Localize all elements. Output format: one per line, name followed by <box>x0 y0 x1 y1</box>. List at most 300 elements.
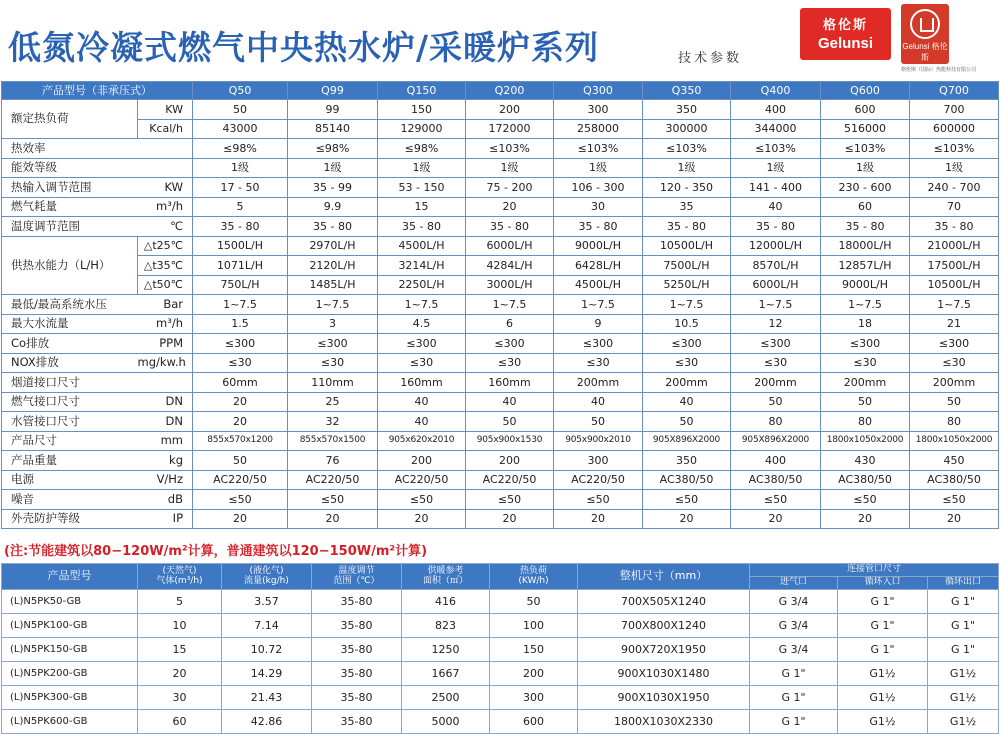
spec-row <box>2 451 999 471</box>
page-title: 低氮冷凝式燃气中央热水炉/采暖炉系列 <box>8 28 600 67</box>
model-name-cell: (L)N5PK50-GB <box>2 590 138 614</box>
spec-row <box>2 334 999 354</box>
spec-value-cell: AC380/50 <box>731 470 821 490</box>
spec-row <box>2 275 999 295</box>
spec-value-cell: 21000L/H <box>910 236 999 256</box>
spec-value-cell: 1500L/H <box>193 236 288 256</box>
model-header-cell: Q99 <box>288 82 378 100</box>
spec-value-cell: ≤300 <box>466 334 554 354</box>
spec-value-cell: 1级 <box>378 158 466 178</box>
model-value-cell: 14.29 <box>222 662 312 686</box>
spec-value-cell: 12857L/H <box>821 256 910 276</box>
spec-row <box>2 236 999 256</box>
spec-value-cell: 1级 <box>910 158 999 178</box>
spec-value-cell: 70 <box>910 197 999 217</box>
spec-value-cell: 1级 <box>288 158 378 178</box>
spec-value-cell: 40 <box>731 197 821 217</box>
brand-logo-en: Gelunsi <box>817 35 873 52</box>
spec-value-cell: 35 - 80 <box>910 217 999 237</box>
spec-value-cell: 35 - 80 <box>378 217 466 237</box>
spec-value-cell: 17500L/H <box>910 256 999 276</box>
spec-value-cell: 60mm <box>193 373 288 393</box>
spec-value-cell: 400 <box>731 100 821 120</box>
model-row <box>2 590 999 614</box>
calculation-note: (注:节能建筑以80−120W/m²计算，普通建筑以120−150W/m²计算) <box>4 544 428 559</box>
model-value-cell: 100 <box>490 614 578 638</box>
spec-value-cell: 855x570x1500 <box>288 431 378 451</box>
spec-value-cell: 1级 <box>643 158 731 178</box>
spec-value-cell: 450 <box>910 451 999 471</box>
spec-value-cell: ≤98% <box>378 139 466 159</box>
spec-value-cell: 1~7.5 <box>466 295 554 315</box>
spec-value-cell: ≤50 <box>288 490 378 510</box>
model-name-cell: (L)N5PK100-GB <box>2 614 138 638</box>
spec-value-cell: 40 <box>378 392 466 412</box>
model-value-cell: 10 <box>138 614 222 638</box>
spec-value-cell: 35 - 80 <box>643 217 731 237</box>
spec-row <box>2 373 999 393</box>
model-value-cell: G1½ <box>838 686 928 710</box>
model-value-cell: 60 <box>138 710 222 734</box>
spec-value-cell: 20 <box>466 509 554 529</box>
spec-unit-cell: PPM <box>138 334 193 354</box>
spec-label-cell: 额定热负荷 <box>2 100 138 139</box>
model-header-cell: Q700 <box>910 82 999 100</box>
spec-value-cell: 2120L/H <box>288 256 378 276</box>
header <box>0 0 1000 80</box>
spec-value-cell: 40 <box>378 412 466 432</box>
spec-value-cell: ≤98% <box>193 139 288 159</box>
model-value-cell: G1½ <box>928 710 999 734</box>
spec-value-cell: 20 <box>554 509 643 529</box>
spec-value-cell: 200mm <box>554 373 643 393</box>
spec-value-cell: 905x900x1530 <box>466 431 554 451</box>
spec-value-cell: ≤50 <box>466 490 554 510</box>
spec-value-cell: 430 <box>821 451 910 471</box>
spec-value-cell: 905X896X2000 <box>731 431 821 451</box>
spec-value-cell: 1485L/H <box>288 275 378 295</box>
spec-value-cell: 4500L/H <box>554 275 643 295</box>
spec-label-cell: 温度调节范围 <box>2 217 138 237</box>
model-value-cell: G 1" <box>750 662 838 686</box>
spec-value-cell: 6000L/H <box>466 236 554 256</box>
spec-value-cell: 17 - 50 <box>193 178 288 198</box>
spec-value-cell: 1~7.5 <box>193 295 288 315</box>
model-value-cell: G 3/4 <box>750 590 838 614</box>
spec-value-cell: 50 <box>554 412 643 432</box>
spec-value-cell: 10500L/H <box>643 236 731 256</box>
spec-value-cell: 20 <box>466 197 554 217</box>
spec-value-cell: 9000L/H <box>554 236 643 256</box>
model-value-cell: 50 <box>490 590 578 614</box>
model-value-cell: 900X720X1950 <box>578 638 750 662</box>
spec-value-cell: 160mm <box>378 373 466 393</box>
spec-value-cell: 1800x1050x2000 <box>910 431 999 451</box>
spec-value-cell: 1~7.5 <box>288 295 378 315</box>
spec-unit-cell: mm <box>138 431 193 451</box>
spec-label-cell: 最低/最高系统水压 <box>2 295 138 315</box>
spec-value-cell: 7500L/H <box>643 256 731 276</box>
spec-value-cell: 35 - 80 <box>554 217 643 237</box>
model-value-cell: 21.43 <box>222 686 312 710</box>
spec-value-cell: 20 <box>193 412 288 432</box>
spec-value-cell: ≤50 <box>554 490 643 510</box>
spec-value-cell: 3214L/H <box>378 256 466 276</box>
model-name-cell: (L)N5PK600-GB <box>2 710 138 734</box>
spec-row <box>2 100 999 120</box>
spec-value-cell: ≤103% <box>821 139 910 159</box>
spec-value-cell: 10.5 <box>643 314 731 334</box>
spec-value-cell: 20 <box>731 509 821 529</box>
spec-value-cell: 50 <box>731 392 821 412</box>
model-header-row <box>2 564 999 577</box>
spec-value-cell: AC220/50 <box>378 470 466 490</box>
spec-value-cell: 10500L/H <box>910 275 999 295</box>
brand-seal-text: Gelunsi 格伦斯 <box>902 42 948 62</box>
model-value-cell: G 1" <box>750 686 838 710</box>
spec-unit-cell: Bar <box>138 295 193 315</box>
model-value-cell: G1½ <box>838 710 928 734</box>
model-value-cell: G1½ <box>928 662 999 686</box>
gas-col-header: (天然气) 气体(m³/h) <box>138 564 222 590</box>
spec-value-cell: 300 <box>554 100 643 120</box>
model-value-cell: 416 <box>402 590 490 614</box>
model-value-cell: G 1" <box>838 590 928 614</box>
spec-value-cell: 40 <box>554 392 643 412</box>
spec-label-cell: 电源 <box>2 470 138 490</box>
spec-unit-cell: m³/h <box>138 197 193 217</box>
spec-label-cell: 产品重量 <box>2 451 138 471</box>
seal-icon <box>910 9 940 39</box>
water-out-col-header: 循环出口 <box>928 577 999 590</box>
spec-value-cell: 106 - 300 <box>554 178 643 198</box>
spec-label-cell: 水管接口尺寸 <box>2 412 138 432</box>
model-value-cell: 823 <box>402 614 490 638</box>
spec-unit-cell: KW <box>138 100 193 120</box>
pipe-col-header: 连接管口尺寸 <box>750 564 999 577</box>
spec-value-cell: 50 <box>193 100 288 120</box>
spec-row <box>2 314 999 334</box>
model-value-cell: 35-80 <box>312 614 402 638</box>
spec-row <box>2 139 999 159</box>
spec-value-cell: 905x900x2010 <box>554 431 643 451</box>
spec-value-cell: ≤300 <box>378 334 466 354</box>
spec-value-cell: 35 - 80 <box>466 217 554 237</box>
spec-value-cell: 905X896X2000 <box>643 431 731 451</box>
model-row <box>2 710 999 734</box>
model-col-header: 产品型号 <box>2 564 138 590</box>
spec-value-cell: 1~7.5 <box>910 295 999 315</box>
spec-value-cell: 855x570x1200 <box>193 431 288 451</box>
spec-value-cell: ≤50 <box>910 490 999 510</box>
spec-value-cell: 50 <box>466 412 554 432</box>
spec-header-row <box>2 82 999 100</box>
model-value-cell: G 1" <box>928 638 999 662</box>
spec-value-cell: 1~7.5 <box>731 295 821 315</box>
model-value-cell: G 1" <box>750 710 838 734</box>
model-header-cell: Q600 <box>821 82 910 100</box>
model-value-cell: 900X1030X1950 <box>578 686 750 710</box>
spec-unit-cell: △t50℃ <box>138 275 193 295</box>
spec-value-cell: 1级 <box>731 158 821 178</box>
spec-value-cell: 6000L/H <box>731 275 821 295</box>
spec-table <box>1 81 999 529</box>
spec-value-cell: 200mm <box>643 373 731 393</box>
spec-label-cell: 噪音 <box>2 490 138 510</box>
spec-value-cell: 50 <box>821 392 910 412</box>
spec-label-cell: 热效率 <box>2 139 138 159</box>
spec-value-cell: 120 - 350 <box>643 178 731 198</box>
spec-row <box>2 178 999 198</box>
model-value-cell: 1250 <box>402 638 490 662</box>
flow-col-header: (液化气) 流量(kg/h) <box>222 564 312 590</box>
spec-value-cell: 110mm <box>288 373 378 393</box>
spec-value-cell: ≤103% <box>466 139 554 159</box>
spec-value-cell: 21 <box>910 314 999 334</box>
spec-value-cell: 240 - 700 <box>910 178 999 198</box>
model-value-cell: 35-80 <box>312 686 402 710</box>
model-value-cell: G 1" <box>928 590 999 614</box>
model-value-cell: 200 <box>490 662 578 686</box>
spec-value-cell: 6 <box>466 314 554 334</box>
spec-value-cell: ≤30 <box>466 353 554 373</box>
spec-value-cell: ≤50 <box>821 490 910 510</box>
spec-row <box>2 392 999 412</box>
spec-row <box>2 431 999 451</box>
spec-label-cell: 能效等级 <box>2 158 138 178</box>
model-value-cell: 700X800X1240 <box>578 614 750 638</box>
model-value-cell: 42.86 <box>222 710 312 734</box>
spec-value-cell: ≤103% <box>910 139 999 159</box>
spec-label-cell: NOX排放 <box>2 353 138 373</box>
spec-unit-cell: IP <box>138 509 193 529</box>
spec-value-cell: 516000 <box>821 119 910 139</box>
model-value-cell: 600 <box>490 710 578 734</box>
spec-value-cell: ≤300 <box>643 334 731 354</box>
spec-value-cell: ≤300 <box>288 334 378 354</box>
spec-unit-cell <box>138 158 193 178</box>
model-header-cell: Q400 <box>731 82 821 100</box>
spec-value-cell: 85140 <box>288 119 378 139</box>
temp-col-header: 温度调节 范围（℃） <box>312 564 402 590</box>
spec-value-cell: 60 <box>821 197 910 217</box>
model-value-cell: 3.57 <box>222 590 312 614</box>
spec-value-cell: ≤300 <box>193 334 288 354</box>
spec-label-cell: 产品尺寸 <box>2 431 138 451</box>
spec-row <box>2 256 999 276</box>
spec-label-cell: 热输入调节范围 <box>2 178 138 198</box>
spec-unit-cell: ℃ <box>138 217 193 237</box>
inlet-col-header: 进气口 <box>750 577 838 590</box>
spec-row <box>2 509 999 529</box>
spec-value-cell: ≤50 <box>378 490 466 510</box>
spec-value-cell: 300 <box>554 451 643 471</box>
spec-value-cell: 172000 <box>466 119 554 139</box>
spec-value-cell: 20 <box>193 392 288 412</box>
spec-value-cell: 600 <box>821 100 910 120</box>
spec-unit-cell: dB <box>138 490 193 510</box>
model-value-cell: 30 <box>138 686 222 710</box>
model-value-cell: 2500 <box>402 686 490 710</box>
spec-unit-cell: DN <box>138 392 193 412</box>
brand-logo-cn: 格伦斯 <box>822 18 868 33</box>
spec-unit-cell: kg <box>138 451 193 471</box>
model-value-cell: 20 <box>138 662 222 686</box>
spec-value-cell: 40 <box>466 392 554 412</box>
model-label-cell: 产品型号（非承压式） <box>2 82 193 100</box>
spec-value-cell: 3 <box>288 314 378 334</box>
spec-value-cell: ≤103% <box>643 139 731 159</box>
spec-label-cell: Co排放 <box>2 334 138 354</box>
model-value-cell: G 1" <box>838 638 928 662</box>
model-table <box>1 563 999 734</box>
spec-label-cell: 燃气耗量 <box>2 197 138 217</box>
model-header-cell: Q350 <box>643 82 731 100</box>
spec-unit-cell: m³/h <box>138 314 193 334</box>
spec-value-cell: 4.5 <box>378 314 466 334</box>
spec-value-cell: 32 <box>288 412 378 432</box>
spec-value-cell: AC220/50 <box>466 470 554 490</box>
spec-value-cell: 5 <box>193 197 288 217</box>
model-name-cell: (L)N5PK150-GB <box>2 638 138 662</box>
spec-value-cell: 2250L/H <box>378 275 466 295</box>
spec-value-cell: 9 <box>554 314 643 334</box>
spec-value-cell: ≤30 <box>288 353 378 373</box>
spec-value-cell: 258000 <box>554 119 643 139</box>
model-value-cell: 5 <box>138 590 222 614</box>
spec-value-cell: 53 - 150 <box>378 178 466 198</box>
brand-seal-subtext: 格伦斯（国际）热能科技有限公司 <box>901 67 977 73</box>
spec-value-cell: 9000L/H <box>821 275 910 295</box>
spec-value-cell: 43000 <box>193 119 288 139</box>
brand-logo <box>800 8 891 60</box>
model-value-cell: 35-80 <box>312 662 402 686</box>
spec-value-cell: AC220/50 <box>554 470 643 490</box>
brand-seal-logo <box>901 4 977 73</box>
spec-value-cell: ≤30 <box>193 353 288 373</box>
spec-value-cell: 8570L/H <box>731 256 821 276</box>
spec-value-cell: 20 <box>910 509 999 529</box>
spec-value-cell: ≤300 <box>554 334 643 354</box>
spec-value-cell: 35 - 80 <box>821 217 910 237</box>
model-value-cell: G 3/4 <box>750 638 838 662</box>
spec-value-cell: ≤30 <box>821 353 910 373</box>
spec-value-cell: 750L/H <box>193 275 288 295</box>
spec-value-cell: ≤30 <box>910 353 999 373</box>
spec-row <box>2 197 999 217</box>
spec-value-cell: 35 - 99 <box>288 178 378 198</box>
spec-value-cell: 160mm <box>466 373 554 393</box>
spec-label-cell: 烟道接口尺寸 <box>2 373 138 393</box>
spec-value-cell: 141 - 400 <box>731 178 821 198</box>
spec-value-cell: ≤30 <box>554 353 643 373</box>
spec-value-cell: 50 <box>643 412 731 432</box>
spec-unit-cell <box>138 139 193 159</box>
spec-value-cell: 4500L/H <box>378 236 466 256</box>
model-header-cell: Q50 <box>193 82 288 100</box>
spec-value-cell: ≤30 <box>731 353 821 373</box>
model-value-cell: 15 <box>138 638 222 662</box>
model-value-cell: 10.72 <box>222 638 312 662</box>
spec-value-cell: AC380/50 <box>643 470 731 490</box>
spec-value-cell: ≤30 <box>378 353 466 373</box>
spec-value-cell: 400 <box>731 451 821 471</box>
spec-label-cell: 供热水能力（L/H） <box>2 236 138 295</box>
spec-value-cell: 3000L/H <box>466 275 554 295</box>
spec-value-cell: 200 <box>466 100 554 120</box>
spec-value-cell: 1级 <box>821 158 910 178</box>
model-value-cell: 900X1030X1480 <box>578 662 750 686</box>
load-col-header: 热负荷 (KW/h) <box>490 564 578 590</box>
model-value-cell: 700X505X1240 <box>578 590 750 614</box>
spec-value-cell: ≤103% <box>731 139 821 159</box>
spec-value-cell: ≤50 <box>643 490 731 510</box>
model-value-cell: 1800X1030X2330 <box>578 710 750 734</box>
spec-unit-cell: Kcal/h <box>138 119 193 139</box>
spec-value-cell: 20 <box>378 509 466 529</box>
model-value-cell: 35-80 <box>312 710 402 734</box>
spec-value-cell: 5250L/H <box>643 275 731 295</box>
spec-value-cell: 600000 <box>910 119 999 139</box>
spec-value-cell: 2970L/H <box>288 236 378 256</box>
model-value-cell: G 3/4 <box>750 614 838 638</box>
size-col-header: 整机尺寸（mm） <box>578 564 750 590</box>
spec-unit-cell: KW <box>138 178 193 198</box>
spec-value-cell: 1~7.5 <box>378 295 466 315</box>
spec-label-cell: 燃气接口尺寸 <box>2 392 138 412</box>
spec-row <box>2 412 999 432</box>
model-name-cell: (L)N5PK300-GB <box>2 686 138 710</box>
spec-row <box>2 158 999 178</box>
spec-value-cell: 905x620x2010 <box>378 431 466 451</box>
spec-value-cell: 50 <box>193 451 288 471</box>
model-value-cell: G 1" <box>928 614 999 638</box>
spec-value-cell: ≤300 <box>821 334 910 354</box>
spec-value-cell: 350 <box>643 100 731 120</box>
spec-value-cell: ≤50 <box>731 490 821 510</box>
spec-label-cell: 最大水流量 <box>2 314 138 334</box>
model-header-cell: Q300 <box>554 82 643 100</box>
spec-value-cell: 20 <box>288 509 378 529</box>
model-value-cell: 5000 <box>402 710 490 734</box>
model-value-cell: 150 <box>490 638 578 662</box>
spec-value-cell: 35 - 80 <box>288 217 378 237</box>
spec-value-cell: AC380/50 <box>910 470 999 490</box>
spec-value-cell: 35 <box>643 197 731 217</box>
spec-value-cell: 1~7.5 <box>821 295 910 315</box>
spec-value-cell: 150 <box>378 100 466 120</box>
spec-value-cell: 80 <box>731 412 821 432</box>
spec-value-cell: 200 <box>466 451 554 471</box>
spec-value-cell: 230 - 600 <box>821 178 910 198</box>
spec-value-cell: AC220/50 <box>288 470 378 490</box>
spec-value-cell: 20 <box>643 509 731 529</box>
spec-row <box>2 119 999 139</box>
spec-row <box>2 295 999 315</box>
model-value-cell: 35-80 <box>312 638 402 662</box>
spec-value-cell: 35 - 80 <box>731 217 821 237</box>
spec-value-cell: 20 <box>821 509 910 529</box>
spec-unit-cell <box>138 373 193 393</box>
model-value-cell: 35-80 <box>312 590 402 614</box>
model-row <box>2 638 999 662</box>
spec-value-cell: 700 <box>910 100 999 120</box>
spec-row <box>2 470 999 490</box>
spec-value-cell: 80 <box>910 412 999 432</box>
model-value-cell: G1½ <box>838 662 928 686</box>
spec-value-cell: 12 <box>731 314 821 334</box>
spec-label-cell: 外壳防护等级 <box>2 509 138 529</box>
